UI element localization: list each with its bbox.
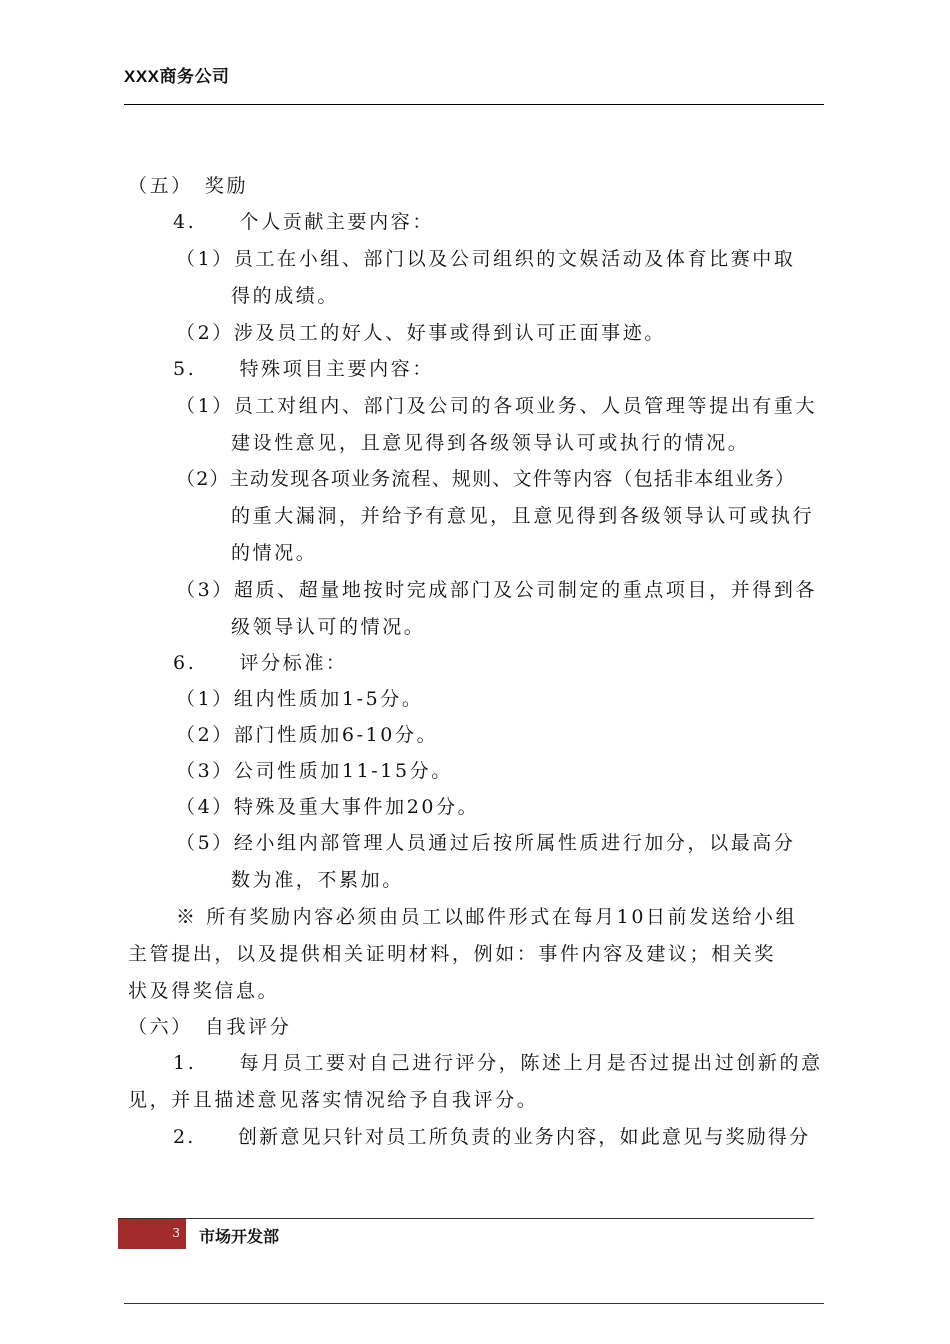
page-number: 3 bbox=[172, 1226, 180, 1240]
section-heading-6: （六） 自我评分 bbox=[128, 1016, 292, 1038]
item-6-4: （4）特殊及重大事件加20分。 bbox=[176, 796, 480, 818]
item-6-heading: 6. 评分标准： bbox=[173, 652, 348, 674]
item-6-2: （2）部门性质加6-10分。 bbox=[176, 724, 439, 746]
item-5-1-line-2: 建设性意见，且意见得到各级领导认可或执行的情况。 bbox=[231, 432, 750, 454]
item-4-heading: 4. 个人贡献主要内容： bbox=[173, 211, 434, 233]
item-6-1: （1）组内性质加1-5分。 bbox=[176, 688, 424, 710]
page-number-box bbox=[118, 1219, 186, 1249]
item-5-1-line-1: （1）员工对组内、部门及公司的各项业务、人员管理等提出有重大 bbox=[176, 395, 818, 417]
self-item-1-line-1: 1. 每月员工要对自己进行评分，陈述上月是否过提出过创新的意 bbox=[173, 1052, 823, 1074]
self-item-1-line-2: 见，并且描述意见落实情况给予自我评分。 bbox=[128, 1089, 539, 1111]
item-6-3: （3）公司性质加11-15分。 bbox=[176, 760, 453, 782]
bottom-rule bbox=[124, 1303, 824, 1304]
item-5-heading: 5. 特殊项目主要内容： bbox=[173, 358, 434, 380]
footer-rule bbox=[118, 1218, 814, 1219]
item-5-3-line-2: 级领导认可的情况。 bbox=[231, 616, 426, 638]
item-5-3-line-1: （3）超质、超量地按时完成部门及公司制定的重点项目，并得到各 bbox=[176, 579, 818, 601]
item-4-1-line-1: （1）员工在小组、部门以及公司组织的文娱活动及体育比赛中取 bbox=[176, 248, 796, 270]
footer-department: 市场开发部 bbox=[199, 1229, 280, 1246]
item-5-2-line-2: 的重大漏洞，并给予有意见，且意见得到各级领导认可或执行 bbox=[231, 505, 815, 527]
company-name: XXX商务公司 bbox=[124, 67, 230, 86]
item-4-1-line-2: 得的成绩。 bbox=[231, 285, 340, 307]
note-line-2: 主管提出，以及提供相关证明材料，例如：事件内容及建议；相关奖 bbox=[128, 943, 777, 965]
self-item-2-line-1: 2. 创新意见只针对员工所负责的业务内容，如此意见与奖励得分 bbox=[173, 1126, 811, 1148]
header-rule bbox=[124, 104, 824, 105]
note-line-1: ※ 所有奖励内容必须由员工以邮件形式在每月10日前发送给小组 bbox=[176, 906, 798, 928]
item-5-2-line-1: （2）主动发现各项业务流程、规则、文件等内容（包括非本组业务） bbox=[176, 468, 796, 490]
item-4-2: （2）涉及员工的好人、好事或得到认可正面事迹。 bbox=[176, 322, 666, 344]
item-6-5-line-2: 数为准，不累加。 bbox=[231, 869, 404, 891]
item-5-2-line-3: 的情况。 bbox=[231, 542, 318, 564]
note-line-3: 状及得奖信息。 bbox=[128, 980, 280, 1002]
item-6-5-line-1: （5）经小组内部管理人员通过后按所属性质进行加分，以最高分 bbox=[176, 832, 796, 854]
section-heading-5: （五） 奖励 bbox=[128, 175, 249, 197]
